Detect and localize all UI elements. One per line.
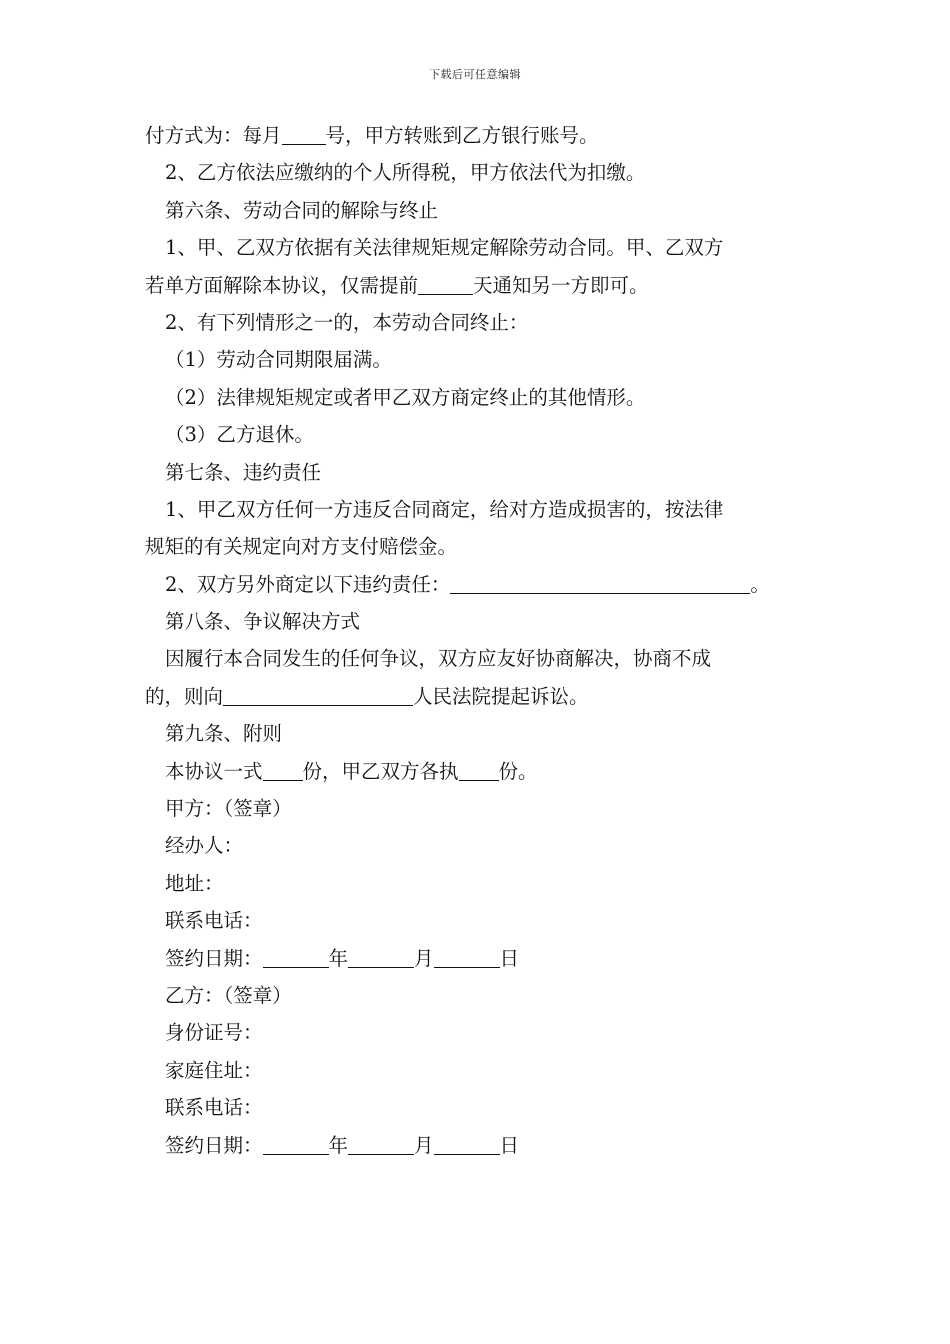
line-text: 身份证号： bbox=[165, 1021, 263, 1045]
line-text: 年 bbox=[328, 1133, 349, 1157]
document-line bbox=[145, 827, 810, 864]
line-text: 天通知另一方即可。 bbox=[473, 273, 649, 297]
line-text: 日 bbox=[499, 946, 520, 970]
line-text: 的，则向 bbox=[145, 684, 224, 708]
line-text: 乙方：（签章） bbox=[165, 983, 292, 1007]
page-header: 下载后可任意编辑 bbox=[429, 68, 521, 81]
fill-in-blank bbox=[263, 1134, 329, 1155]
document-line bbox=[145, 379, 810, 416]
line-text: 日 bbox=[499, 1133, 520, 1157]
document-line bbox=[145, 1127, 810, 1164]
document-line bbox=[145, 753, 810, 790]
fill-in-blank bbox=[459, 760, 499, 781]
line-text: 甲方：（签章） bbox=[165, 797, 292, 821]
line-text: 月 bbox=[414, 1133, 434, 1157]
document-line bbox=[145, 678, 810, 715]
fill-in-blank bbox=[348, 947, 414, 968]
line-text: 第九条、附则 bbox=[165, 722, 283, 746]
document-line bbox=[145, 117, 810, 154]
line-text: 2、乙方依法应缴纳的个人所得税，甲方依法代为扣缴。 bbox=[165, 161, 646, 185]
document-line bbox=[145, 902, 810, 939]
document-line bbox=[145, 267, 810, 304]
document-body bbox=[145, 117, 810, 1164]
document-line bbox=[145, 454, 810, 491]
line-text: 联系电话： bbox=[165, 1096, 263, 1120]
line-text: （2）法律规矩规定或者甲乙双方商定终止的其他情形。 bbox=[165, 385, 646, 409]
document-line bbox=[145, 640, 810, 677]
document-line bbox=[145, 940, 810, 977]
line-text: 人民法院提起诉讼。 bbox=[413, 684, 589, 708]
document-line bbox=[145, 341, 810, 378]
line-text: 1、甲乙双方任何一方违反合同商定，给对方造成损害的，按法律 bbox=[165, 497, 724, 521]
line-text: 1、甲、乙双方依据有关法律规矩规定解除劳动合同。甲、乙双方 bbox=[165, 236, 724, 260]
document-line bbox=[145, 229, 810, 266]
line-text: 号，甲方转账到乙方银行账号。 bbox=[325, 124, 599, 147]
line-text: 若单方面解除本协议，仅需提前 bbox=[145, 273, 419, 297]
document-line bbox=[145, 528, 810, 565]
document-line bbox=[145, 603, 810, 640]
document-line bbox=[145, 491, 810, 528]
document-line bbox=[145, 865, 810, 902]
line-text: 联系电话： bbox=[165, 909, 263, 933]
document-line bbox=[145, 715, 810, 752]
line-text: 。 bbox=[750, 572, 770, 596]
line-text: 地址： bbox=[165, 871, 224, 895]
line-text: 年 bbox=[328, 946, 349, 970]
line-text: 月 bbox=[414, 946, 434, 970]
line-text: 份，甲乙双方各执 bbox=[302, 759, 459, 783]
fill-in-blank bbox=[418, 274, 473, 295]
fill-in-blank bbox=[263, 947, 329, 968]
document-line bbox=[145, 790, 810, 827]
document-line bbox=[145, 304, 810, 341]
document-line bbox=[145, 566, 810, 603]
document-line bbox=[145, 154, 810, 191]
fill-in-blank bbox=[263, 760, 303, 781]
line-text: （1）劳动合同期限届满。 bbox=[165, 348, 392, 372]
line-text: 规矩的有关规定向对方支付赔偿金。 bbox=[145, 535, 458, 559]
line-text: 第七条、违约责任 bbox=[165, 460, 322, 484]
fill-in-blank bbox=[282, 125, 326, 146]
document-line bbox=[145, 192, 810, 229]
line-text: 本协议一式 bbox=[165, 759, 263, 783]
fill-in-blank bbox=[223, 685, 413, 706]
line-text: 签约日期： bbox=[165, 946, 263, 970]
line-text: 家庭住址： bbox=[165, 1058, 263, 1082]
document-line bbox=[145, 416, 810, 453]
line-text: 份。 bbox=[498, 759, 538, 783]
line-text: 签约日期： bbox=[165, 1133, 263, 1157]
line-text: 第八条、争议解决方式 bbox=[165, 610, 361, 634]
fill-in-blank bbox=[434, 1134, 500, 1155]
document-line bbox=[145, 1014, 810, 1051]
fill-in-blank bbox=[348, 1134, 414, 1155]
line-text: 付方式为：每月 bbox=[145, 124, 282, 147]
line-text: 经办人： bbox=[165, 834, 244, 858]
line-text: 第六条、劳动合同的解除与终止 bbox=[165, 198, 439, 222]
line-text: 因履行本合同发生的任何争议，双方应友好协商解决，协商不成 bbox=[165, 647, 712, 671]
document-line bbox=[145, 1052, 810, 1089]
fill-in-blank bbox=[450, 573, 750, 594]
document-line bbox=[145, 1089, 810, 1126]
document-line bbox=[145, 977, 810, 1014]
line-text: （3）乙方退休。 bbox=[165, 423, 314, 447]
line-text: 2、有下列情形之一的，本劳动合同终止： bbox=[165, 310, 529, 334]
line-text: 2、双方另外商定以下违约责任： bbox=[165, 572, 451, 596]
fill-in-blank bbox=[434, 947, 500, 968]
